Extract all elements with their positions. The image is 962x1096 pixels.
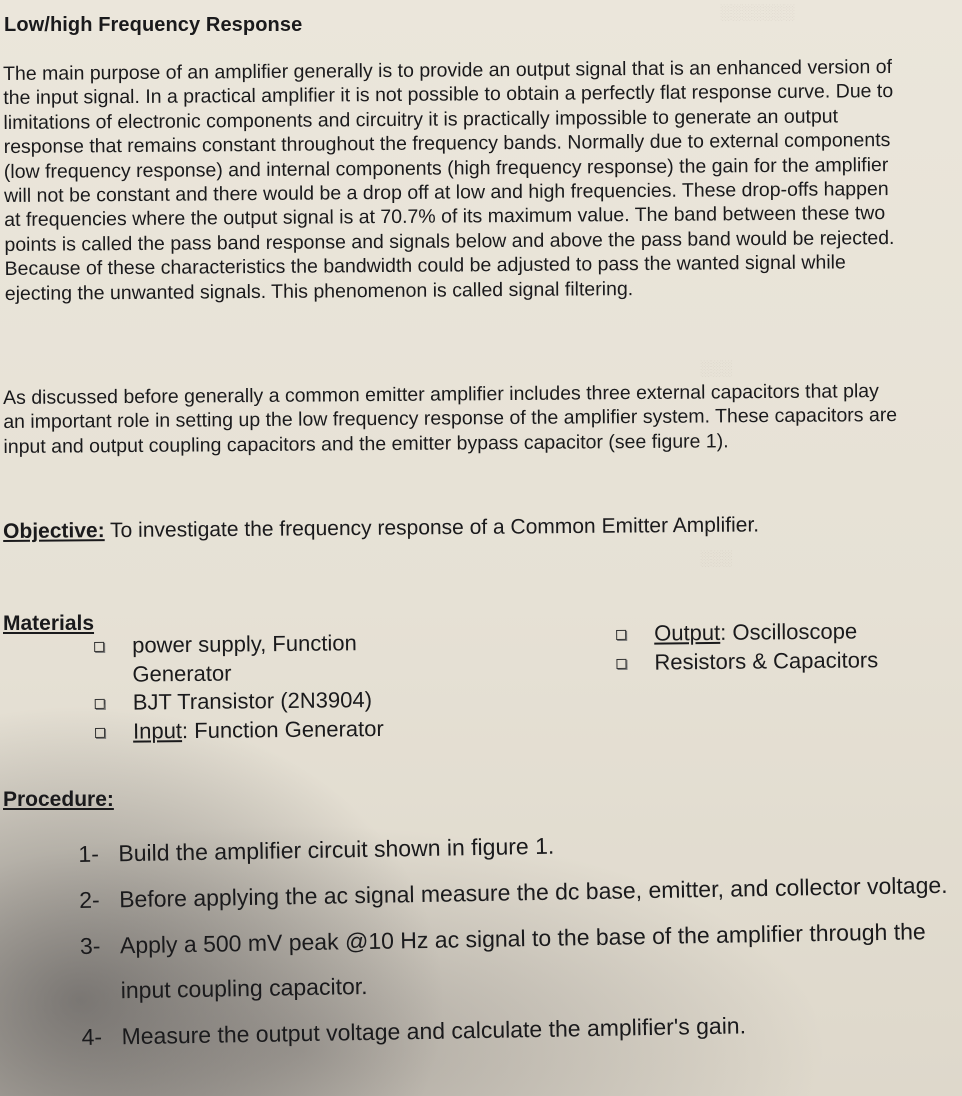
- materials-item: [94, 628, 455, 689]
- step-number: 2-: [78, 886, 100, 913]
- materials-item-prefix: Input: [132, 717, 183, 744]
- step-text: Before applying the ac signal measure the dc base, emitter, and collector voltage.: [118, 871, 948, 913]
- materials-item-prefix: Output: [654, 619, 721, 646]
- materials-list-left: [94, 628, 455, 746]
- objective-line: [3, 513, 759, 544]
- materials-item: [616, 617, 946, 649]
- bleed-through-mark: ░░░: [700, 550, 732, 567]
- materials-list-right: [616, 617, 947, 677]
- bleed-through-mark: ░░░░░░░: [720, 4, 795, 21]
- checkbox-bullet-icon: [616, 630, 626, 640]
- materials-item: [95, 685, 455, 717]
- materials-heading: Materials: [3, 612, 95, 635]
- materials-item-text: power supply, Function Generator: [132, 630, 357, 687]
- step-text: Build the amplifier circuit shown in figure 1.: [118, 832, 555, 867]
- step-text: Measure the output voltage and calculate the amplifier's gain.: [121, 1012, 747, 1050]
- materials-item-text: : Function Generator: [181, 715, 384, 743]
- checkbox-bullet-icon: [616, 658, 626, 668]
- procedure-step: [80, 909, 961, 1014]
- capacitor-paragraph: As discussed before generally a common emitter amplifier includes three external capacitors that play an important role in setting up the low frequency response of the amplifier system. These capacitors are input and output coupling capacitors and the emitter bypass capacitor (see figure 1).: [3, 380, 898, 458]
- materials-item: [95, 714, 455, 746]
- step-number: 3-: [79, 932, 101, 959]
- bleed-through-mark: ░░░: [700, 360, 732, 377]
- step-number: 1-: [78, 840, 100, 867]
- step-number: 4-: [81, 1023, 103, 1050]
- materials-item: [616, 645, 946, 677]
- procedure-heading: Procedure:: [3, 788, 114, 811]
- checkbox-bullet-icon: [95, 699, 105, 709]
- checkbox-bullet-icon: [95, 727, 105, 737]
- materials-item-text: : Oscilloscope: [720, 618, 858, 645]
- intro-paragraph: The main purpose of an amplifier generally is to provide an output signal that is an enhanced version of the input signal. In a practical amplifier it is not possible to obtain a perfectly flat response curve. Due to limitations of electronic components and circuitry it is practically impossible to generate an output response that remains constant throughout the frequency bands. Normally due to external components (low frequency response) and internal components (high frequency response) the gain for the amplifier will not be constant and there would be a drop off at low and high frequencies. These drop-offs happen at frequencies where the output signal is at 70.7% of its maximum value. The band between these two points is called the pass band response and signals below and above the pass band would be rejected. Because of these characteristics the bandwidth could be adjusted to pass the wanted signal while ejecting the unwanted signals. This phenomenon is called signal filtering.: [3, 56, 895, 305]
- objective-label: Objective:: [3, 519, 105, 543]
- checkbox-bullet-icon: [94, 642, 104, 652]
- step-text: Apply a 500 mV peak @10 Hz ac signal to the base of the amplifier through the input coupling capacitor.: [119, 918, 926, 1004]
- materials-item-text: BJT Transistor (2N3904): [132, 687, 373, 715]
- objective-text: To investigate the frequency response of a Common Emitter Amplifier.: [104, 513, 760, 543]
- materials-item-text: Resistors & Capacitors: [654, 646, 879, 675]
- page-title: Low/high Frequency Response: [4, 14, 303, 36]
- procedure-steps: [78, 817, 962, 1061]
